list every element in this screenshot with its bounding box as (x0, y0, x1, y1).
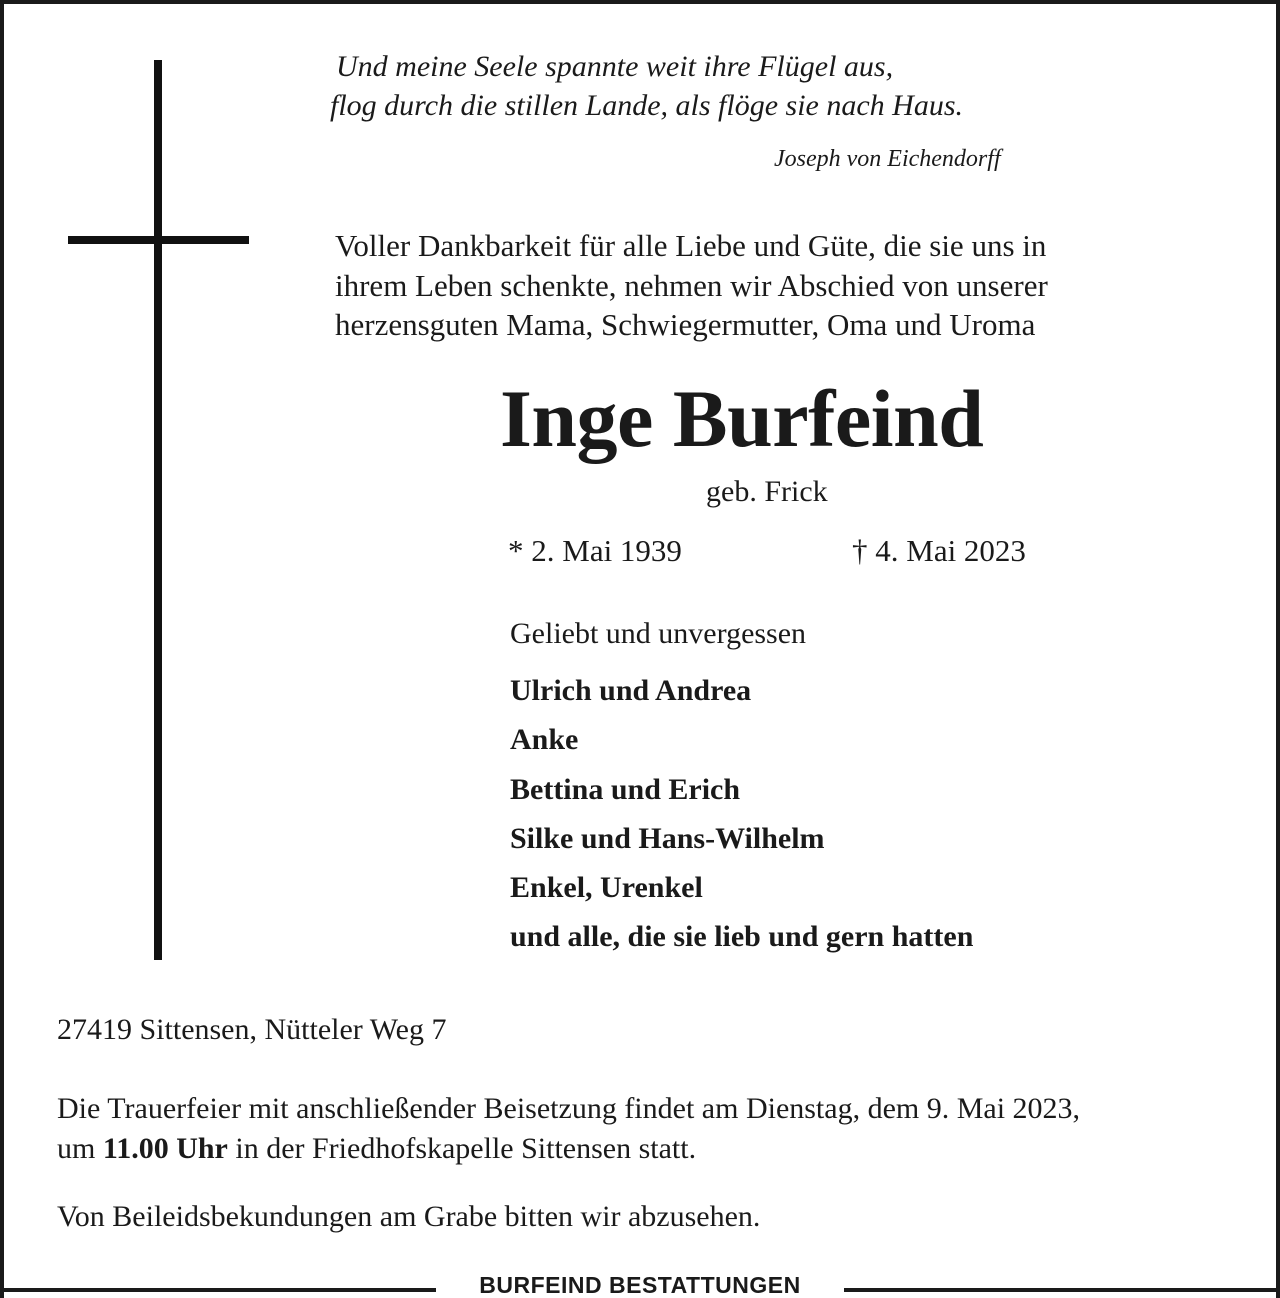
address: 27419 Sittensen, Nütteler Weg 7 (57, 1013, 447, 1046)
funeral-line-2 (57, 1129, 696, 1169)
birth-date: * 2. Mai 1939 (508, 533, 682, 568)
intro-line-3: herzensguten Mama, Schwiegermutter, Oma und Uroma (335, 307, 1036, 342)
quote-line-1: Und meine Seele spannte weit ihre Flügel aus, (336, 50, 894, 83)
quote-line-2: flog durch die stillen Lande, als flöge sie nach Haus. (330, 89, 964, 122)
funeral-line-2-prefix: um (57, 1132, 103, 1165)
death-date: † 4. Mai 2023 (852, 533, 1026, 568)
footer-rule-left (0, 1288, 436, 1292)
mourner-name: Ulrich und Andrea (510, 674, 752, 707)
mourner-name: und alle, die sie lieb und gern hatten (510, 920, 974, 953)
mourner-name: Bettina und Erich (510, 773, 741, 806)
cross-icon (154, 60, 162, 960)
mourner-name: Anke (510, 723, 579, 756)
funeral-line-1: Die Trauerfeier mit anschließender Beisetzung findet am Dienstag, dem 9. Mai 2023, (57, 1092, 1081, 1125)
funeral-time: 11.00 Uhr (102, 1132, 228, 1165)
intro-line-2: ihrem Leben schenkte, nehmen wir Abschied von unserer (335, 268, 1048, 303)
mourner-name: Silke und Hans-Wilhelm (510, 822, 825, 855)
footer-rule-right (844, 1288, 1280, 1292)
cross-icon-bar (68, 236, 249, 244)
condolence-note: Von Beileidsbekundungen am Grabe bitten wir abzusehen. (57, 1200, 761, 1233)
funeral-home-logo: BURFEIND BESTATTUNGEN (479, 1272, 801, 1298)
maiden-name: geb. Frick (706, 475, 828, 508)
mourners-heading: Geliebt und unvergessen (510, 617, 807, 650)
funeral-line-2-suffix: in der Friedhofskapelle Sittensen statt. (227, 1132, 697, 1165)
quote-author: Joseph von Eichendorff (774, 146, 1001, 172)
deceased-name: Inge Burfeind (500, 373, 984, 464)
mourner-name: Enkel, Urenkel (510, 871, 703, 904)
intro-line-1: Voller Dankbarkeit für alle Liebe und Güte, die sie uns in (335, 228, 1047, 263)
